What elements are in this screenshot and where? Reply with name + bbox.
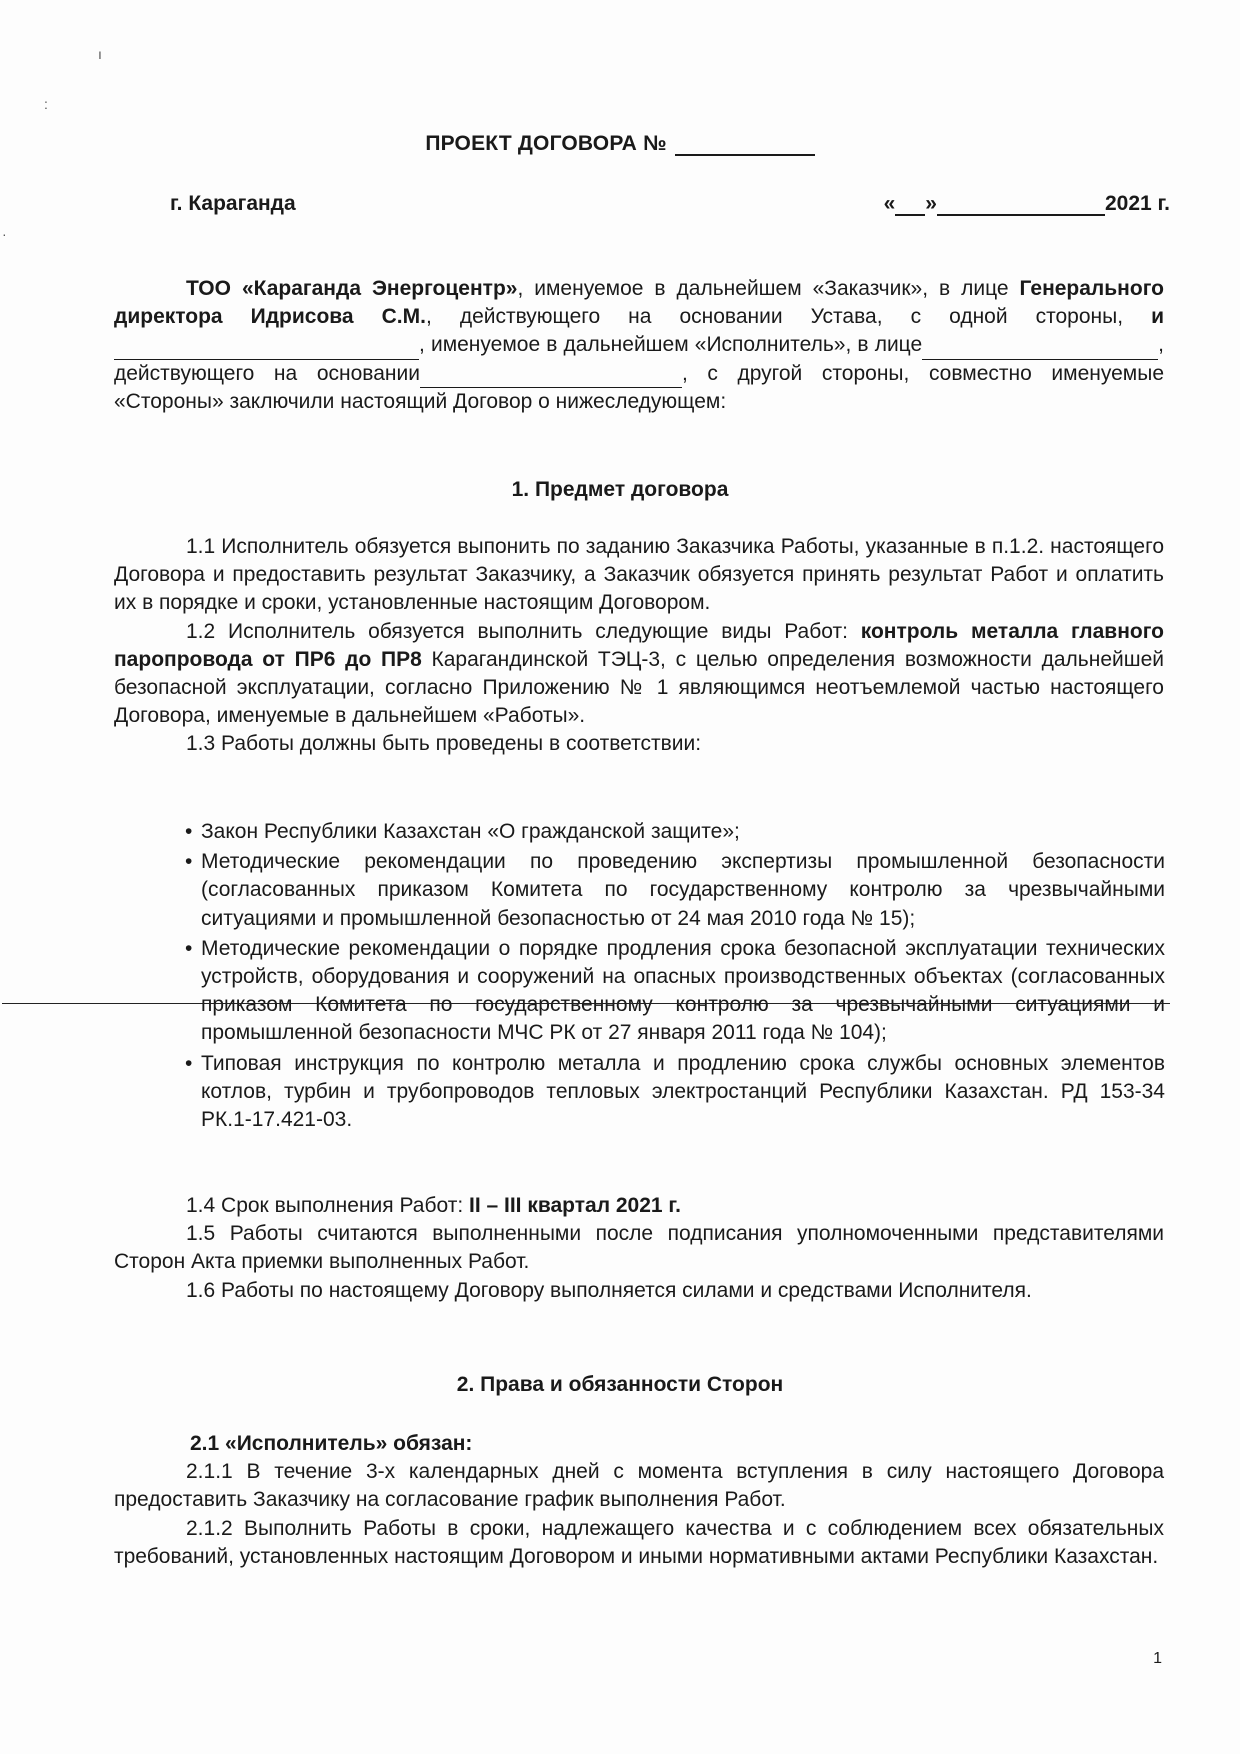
normative-documents-list [185, 818, 1165, 1136]
list-item: • Закон Республики Казахстан «О гражданской защите»; [185, 818, 1165, 846]
clause-1-3: 1.3 Работы должны быть проведены в соответствии: [186, 732, 702, 756]
list-item: • Методические рекомендации о порядке продления срока безопасной эксплуатации технических устройств, оборудования и сооружений на опасных производственных объектах (согласованных приказом Комитета по государственному контролю за чрезвычайными ситуациями и промышленной безопасности МЧС РК от 27 января 2011 года № 104); [185, 935, 1165, 1048]
customer-name: ТОО «Караганда Энергоцентр» [186, 277, 518, 300]
section-2-title: 2. Права и обязанности Сторон [456, 1373, 784, 1396]
list-item: • Методические рекомендации по проведению экспертизы промышленной безопасности (согласованных приказом Комитета по государственному контролю за чрезвычайными ситуациями и промышленной безопасностью от 24 мая 2010 года № 15); [185, 848, 1165, 933]
clause-1-6: 1.6 Работы по настоящему Договору выполняется силами и средствами Исполнителя. [186, 1278, 1032, 1302]
city: г. Караганда [170, 192, 296, 215]
scan-speck: · [2, 226, 7, 242]
contractor-name-blank [114, 341, 419, 360]
section-2-body [114, 1430, 1164, 1571]
month-blank [937, 196, 1105, 216]
clause-2-1-2: 2.1.2 Выполнить Работы в сроки, надлежащего качества и с соблюдением всех обязательных требований, установленных настоящим Договором и иными нормативными актами Республики Казахстан. [114, 1516, 1164, 1568]
clause-1-1: 1.1 Исполнитель обязуется выпонить по заданию Заказчика Работы, указанные в п.1.2. настоящего Договора и предоставить результат Заказчику, а Заказчик обязуется принять результат Работ и оплатить их в порядке и сроки, установленные настоящим Договором. [114, 535, 1164, 615]
subsection-2-1-title: 2.1 «Исполнитель» обязан: [190, 1432, 473, 1455]
scan-speck: ı [98, 46, 102, 62]
work-subject: контроль металла главного паропровода от ПР6 до ПР8 [114, 619, 1164, 671]
page-number: 1 [1153, 1650, 1162, 1667]
document-title [0, 132, 1240, 156]
clause-2-1-1: 2.1.1 В течение 3-х календарных дней с момента вступления в силу настоящего Договора предоставить Заказчику на согласование график выполнения Работ. [114, 1460, 1164, 1512]
year: 2021 г. [1104, 192, 1170, 215]
scan-line-artifact [2, 1003, 1170, 1004]
clause-1-4: 1.4 Срок выполнения Работ: II – III квартал 2021 г. [186, 1194, 681, 1217]
scan-speck: : [44, 96, 48, 112]
title-text: ПРОЕКТ ДОГОВОРА № [425, 132, 667, 155]
day-blank [895, 196, 925, 216]
work-period: II – III квартал 2021 г. [469, 1194, 681, 1217]
list-item: • Типовая инструкция по контролю металла и продлению срока службы основных элементов котлов, турбин и трубопроводов тепловых электростанций Республики Казахстан. РД 153-34 РК.1-17.421-03. [185, 1050, 1165, 1135]
preamble: ТОО «Караганда Энергоцентр», именуемое в дальнейшем «Заказчик», в лице Генерального директора Идрисова С.М., действующего на основании Устава, с одной стороны, и, именуемое в дальнейшем «Исполнитель», в лице , действующего на основании , с другой стороны, совместно именуемые «Стороны» заключили настоящий Договор о нижеследующем: [114, 277, 1165, 413]
clause-1-2: 1.2 Исполнитель обязуется выполнить следующие виды Работ: контроль металла главного паропровода от ПР6 до ПР8 Карагандинской ТЭЦ-3, с целью определения возможности дальнейшей безопасной эксплуатации, согласно Приложению № 1 являющимся неотъемлемой частью настоящего Договора, именуемые в дальнейшем «Работы». [114, 619, 1164, 728]
section-1-title: 1. Предмет договора [511, 478, 729, 501]
section-1-body-continued [114, 1192, 1164, 1305]
clause-1-5: 1.5 Работы считаются выполненными после подписания уполномоченными представителями Сторон Акта приемки выполненных Работ. [114, 1222, 1164, 1274]
section-1-body [114, 533, 1164, 759]
contract-number-blank [675, 136, 815, 156]
customer-representative: Генерального директора Идрисова С.М. [114, 277, 1164, 329]
contract-date: « » 2021 г. [883, 192, 1170, 215]
contractor-representative-blank [922, 341, 1158, 360]
contractor-basis-blank [420, 369, 682, 388]
